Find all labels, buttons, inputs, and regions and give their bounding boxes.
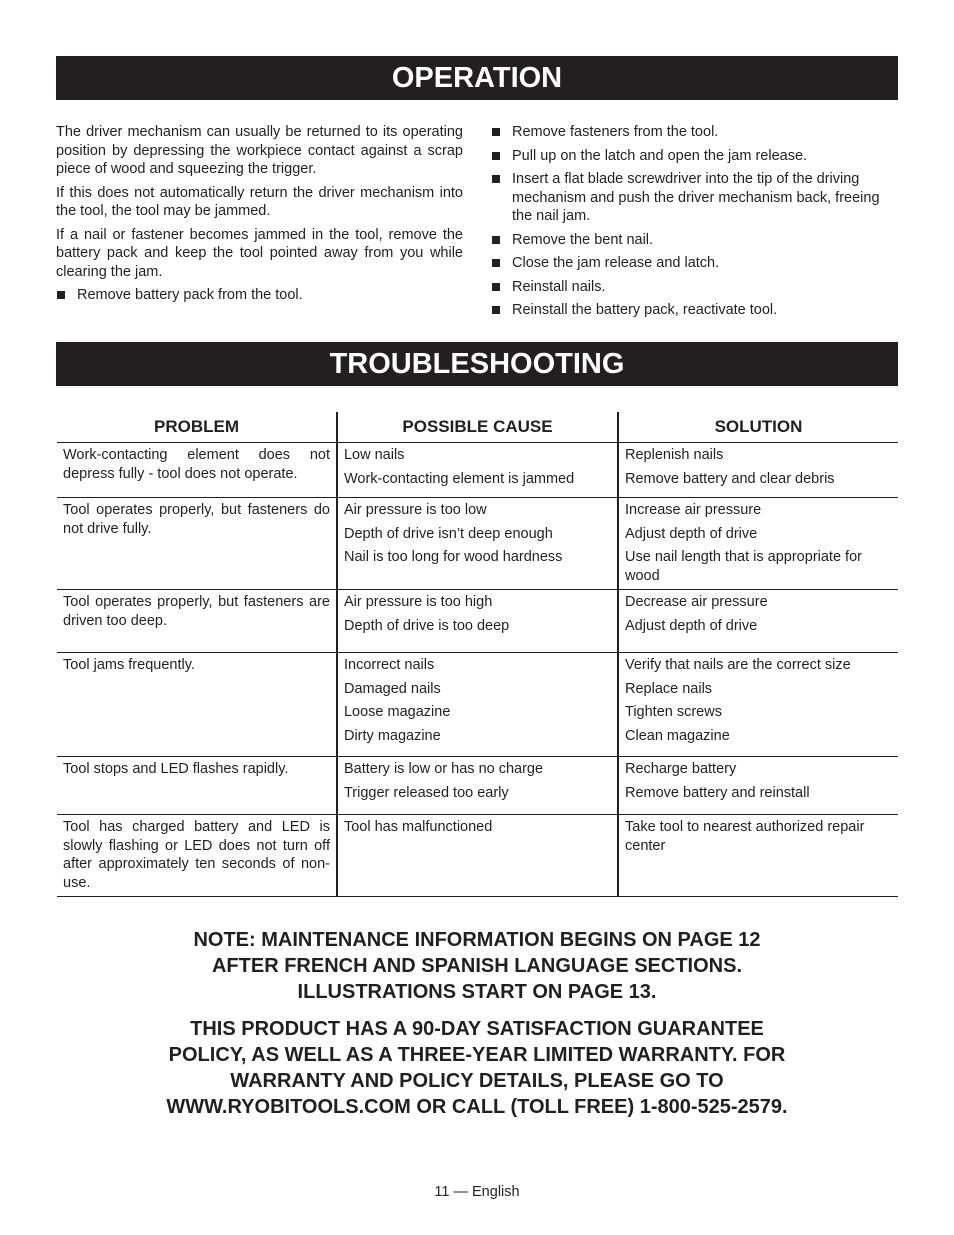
note-line: ILLUSTRATIONS START ON PAGE 13. [297,981,657,1003]
solution-item: Replace nails [625,680,713,697]
note-line: NOTE: MAINTENANCE INFORMATION BEGINS ON PAGE 12 [193,929,761,951]
cause-cell [337,653,618,757]
cause-item: Dirty magazine [343,727,441,744]
operation-paragraph: If a nail or fastener becomes jammed in the tool, remove the battery pack and keep the tool pointed away from you while clearing the jam. [56,226,463,280]
table-row [57,653,898,757]
troubleshooting-heading: TROUBLESHOOTING [56,342,898,386]
solution-item: Decrease air pressure [625,594,768,610]
table-row [57,443,898,498]
header-possible-cause: POSSIBLE CAUSE [337,412,618,443]
cause-cell [337,498,618,590]
solution-cell [618,590,898,653]
problem-cell [57,590,337,653]
cause-item: Trigger released too early [343,784,509,801]
operation-step: Reinstall the battery pack, reactivate tool. [491,301,898,320]
solution-cell [618,757,898,815]
solution-item: Remove battery and reinstall [625,784,810,801]
solution-cell [618,443,898,498]
operation-right-column [491,123,898,325]
operation-heading: OPERATION [56,56,898,100]
solution-item: Take tool to nearest authorized repair center [625,819,865,854]
cause-item: Loose magazine [343,704,451,720]
cause-item: Depth of drive isn’t deep enough [343,525,553,542]
operation-left-column [56,123,463,310]
note-line: POLICY, AS WELL AS A THREE-YEAR LIMITED WARRANTY. FOR [168,1044,786,1066]
problem-cell [57,443,337,498]
table-row [57,590,898,653]
solution-item: Remove battery and clear debris [625,470,835,487]
cause-item: Tool has malfunctioned [343,819,493,835]
cause-item: Air pressure is too high [343,594,493,610]
operation-step: Remove battery pack from the tool. [56,286,463,305]
note-line: THIS PRODUCT HAS A 90-DAY SATISFACTION GUARANTEE [190,1018,764,1040]
problem-cell [57,498,337,590]
cause-item: Work-contacting element is jammed [343,470,575,487]
cause-item: Damaged nails [343,680,441,697]
problem-text: Tool has charged battery and LED is slowly flashing or LED does not turn off after approximately ten seconds of non-use. [63,819,330,891]
header-solution: SOLUTION [618,412,898,443]
page-footer: 11 — English [434,1184,520,1200]
warranty-note [56,1016,898,1120]
solution-item: Tighten screws [625,704,722,720]
operation-paragraph: If this does not automatically return the driver mechanism into the tool, the tool may be jammed. [56,184,463,219]
note-line: WWW.RYOBITOOLS.COM OR CALL (TOLL FREE) 1-800-525-2579. [166,1096,788,1118]
operation-step: Pull up on the latch and open the jam release. [491,147,898,166]
operation-step: Remove the bent nail. [491,231,898,250]
solution-cell [618,815,898,897]
operation-step: Close the jam release and latch. [491,254,898,273]
solution-item: Recharge battery [625,761,737,777]
problem-text: Tool stops and LED flashes rapidly. [63,761,289,777]
maintenance-note [56,927,898,1005]
cause-cell [337,443,618,498]
cause-item: Air pressure is too low [343,502,487,518]
operation-step: Reinstall nails. [491,278,898,297]
note-line: AFTER FRENCH AND SPANISH LANGUAGE SECTIONS. [211,955,743,977]
problem-text: Tool operates properly, but fasteners do not drive fully. [63,502,330,537]
solution-item: Adjust depth of drive [625,525,758,542]
problem-cell [57,653,337,757]
solution-item: Clean magazine [625,727,730,744]
table-header-row [57,412,898,443]
cause-item: Nail is too long for wood hardness [343,549,563,565]
header-problem: PROBLEM [57,412,337,443]
solution-item: Replenish nails [625,447,724,463]
solution-item: Adjust depth of drive [625,617,758,634]
problem-text: Tool operates properly, but fasteners are driven too deep. [63,594,330,629]
solution-item: Increase air pressure [625,502,762,518]
cause-cell [337,590,618,653]
operation-step: Insert a flat blade screwdriver into the tip of the driving mechanism and push the driver mechanism back, freeing the nail jam. [491,170,898,226]
table-row [57,757,898,815]
solution-cell [618,653,898,757]
cause-cell [337,815,618,897]
cause-item: Battery is low or has no charge [343,761,544,777]
operation-paragraph: The driver mechanism can usually be returned to its operating position by depressing the workpiece contact against a scrap piece of wood and squeezing the trigger. [56,124,463,177]
table-row [57,815,898,897]
solution-item: Use nail length that is appropriate for wood [625,549,862,584]
operation-step: Remove fasteners from the tool. [491,123,898,142]
problem-cell [57,757,337,815]
solution-item: Verify that nails are the correct size [625,657,851,673]
note-line: WARRANTY AND POLICY DETAILS, PLEASE GO TO [230,1070,724,1092]
cause-cell [337,757,618,815]
cause-item: Depth of drive is too deep [343,617,510,634]
cause-item: Incorrect nails [343,657,435,673]
problem-text: Tool jams frequently. [63,657,195,673]
solution-cell [618,498,898,590]
problem-cell [57,815,337,897]
problem-text: Work-contacting element does not depress fully - tool does not operate. [63,447,330,482]
troubleshooting-table [57,412,898,897]
cause-item: Low nails [343,447,405,463]
table-row [57,498,898,590]
